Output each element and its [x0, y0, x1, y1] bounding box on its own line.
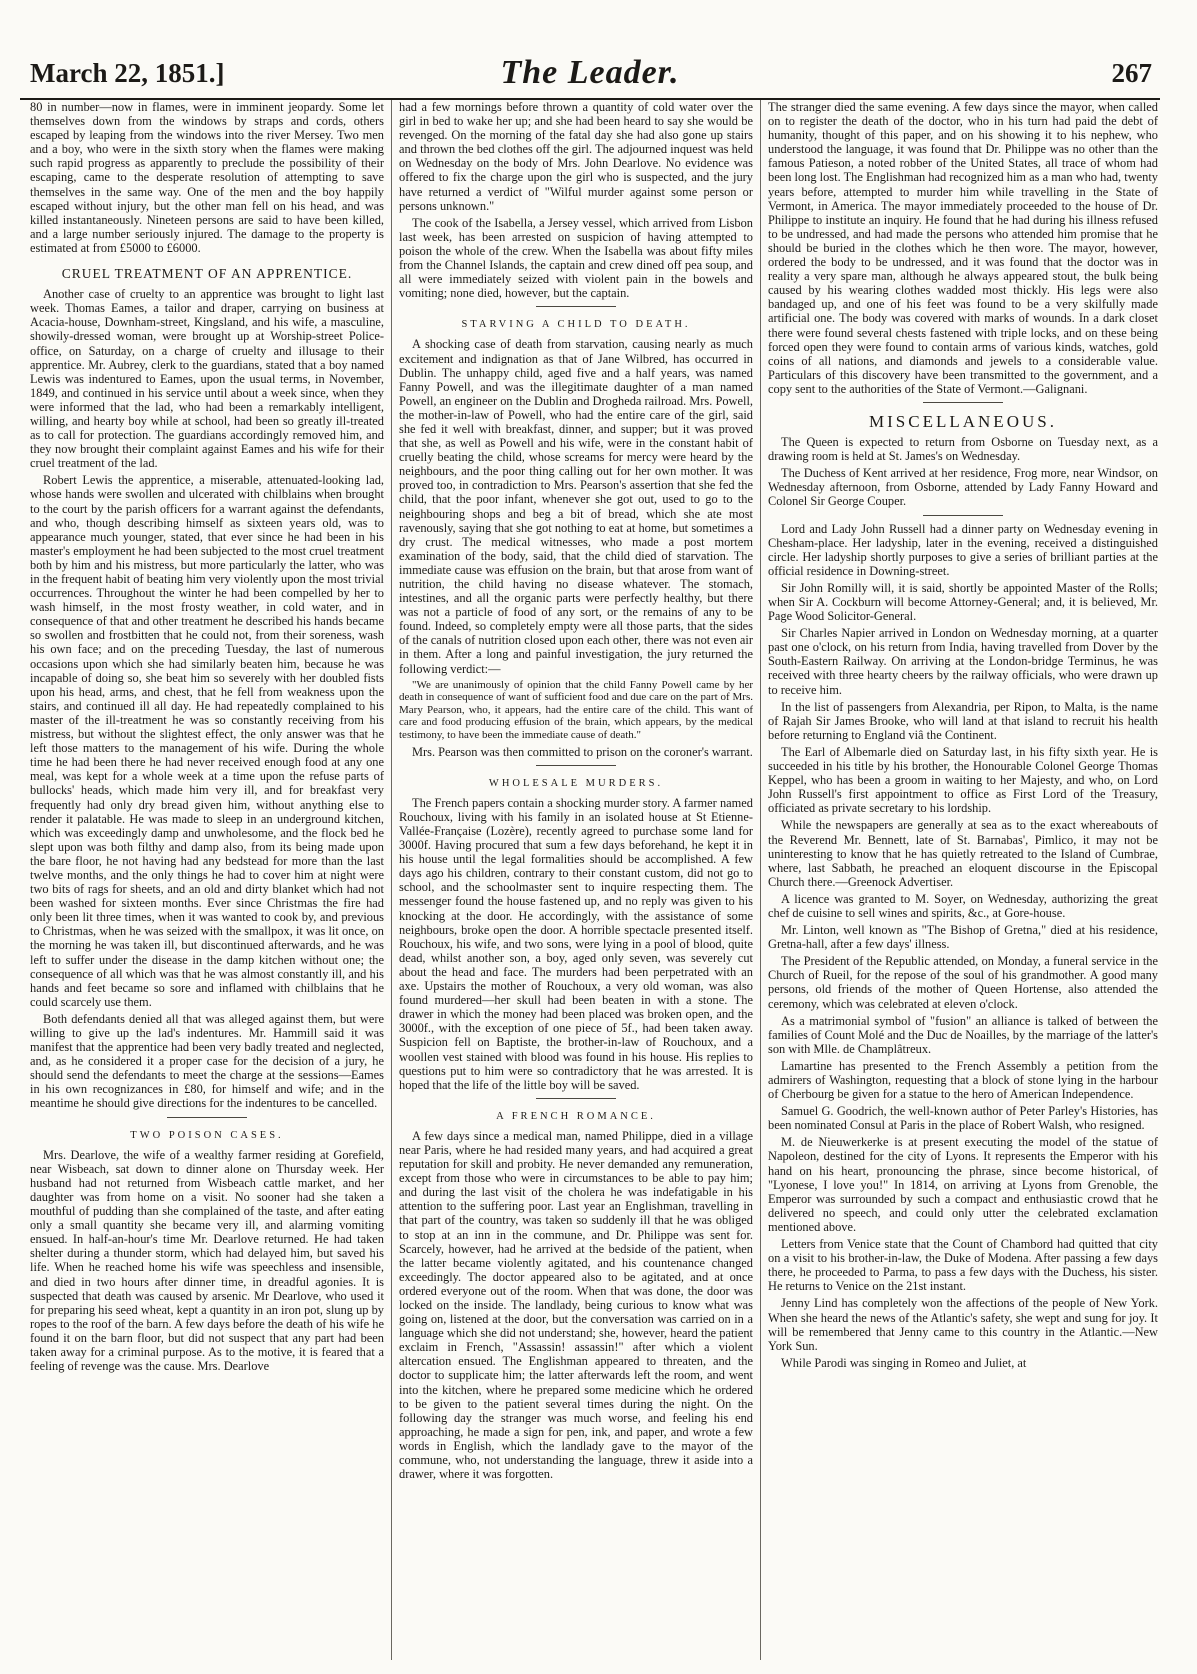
page-number: 267	[1111, 58, 1152, 88]
misc-item: While Parodi was singing in Romeo and Juliet, at	[781, 1355, 1027, 1370]
section-divider	[536, 306, 616, 307]
section-heading: TWO POISON CASES.	[130, 1129, 284, 1141]
article-paragraph: A shocking case of death from starvation, causing nearly as much excitement and indignation as that of Jane Wilbred, has occurred in Dublin. The unhappy child, aged five and a half years, was named Fanny Powell, and was the illegitimate daughter of a man named Powell, an engineer on the Dublin and Drogheda railroad. Mrs. Powell, the mother-in-law of Powell, who had the entire care of the girl, said she fed it well with breakfast, dinner, and supper; but it was proved that she, as well as Powell and his wife, were in the constant habit of cruelly beating the child, whose screams for mercy were heard by the neighbours, and the poor thing calling out for her own mother. It was proved too, in contradiction to Mrs. Pearson's assertion that she fed the child, that the poor infant, whenever she got out, used to go to the neighbouring shops and beg a bit of bread, which she ate most ravenously, saying that she got nothing to eat at home, but sometimes a dry crust. The medical witnesses, who made a post mortem examination of the body, said, that the child died of starvation. The immediate cause was effusion on the brain, but that arose from want of nutrition, the child having no disease whatever. The stomach, intestines, and all the organic parts were perfectly healthy, but there was not a particle of food of any sort, or the remains of any to be found. Indeed, so completely empty were all those parts, that the sides of the canals of nutrition closed upon each other, there was not even air in them. After a long and painful investigation, the jury returned the following verdict:—	[399, 337, 753, 676]
article-paragraph: The stranger died the same evening. A few days since the mayor, when called on to register the death of the doctor, who in his turn had paid the debt of humanity, thought of this paper, and on his showing it to his nephew, who understood the language, it was found that Dr. Philippe was no other than the famous Patieson, a noted robber of the United States, all trace of whom had been long lost. The Englishman had recognized him as a man who had, twenty years before, attempted to murder him while travelling in the State of Vermont, in America. The mayor immediately proceeded to the house of Dr. Philippe to institute an inquiry. He found that he had during his illness refused to be undressed, and had made the persons who attended him promise that he should be buried in the clothes which he then wore. The mayor, however, ordered the body to be undressed, and it was found that the doctor was in reality a very spare man, although he always appeared stout, the bulk being caused by his wearing clothes wadded most thickly. His legs were also bandaged up, and one of his feet was found to be a very skilfully made artificial one. The body was covered with marks of wounds. In a dark closet there were found several chests fastened with triple locks, and on these being forced open they were found to contain arms of various kinds, watches, gold coins of all nations, and diamonds and jewels to a considerable value. Particulars of this discovery have been transmitted to the government, and a copy sent to the authorities of the State of Vermont.—Galignani.	[768, 100, 1158, 396]
misc-item: The President of the Republic attended, on Monday, a funeral service in the Church of Rueil, for the repose of the soul of his grandmother. A good many persons, old friends of the mother of Queen Hortense, also attended the ceremony, which was celebrated at eleven o'clock.	[768, 954, 1158, 1011]
article-paragraph: Mrs. Dearlove, the wife of a wealthy farmer residing at Gorefield, near Wisbeach, sat down to dinner alone on Thursday week. Her husband had not returned from Wisbeach cattle market, and her daughter was from home on a visit. No sooner had she taken a mouthful of pudding than she complained of the taste, and after eating only a small quantity she became very ill, and alarming vomiting ensued. In half-an-hour's time Mr. Dearlove returned. He had taken shelter during a thunder storm, which had delayed him, but saved his life. When he reached home his wife was speechless and insensible, and died in two hours after dinner time, in dreadful agonies. It is suspected that death was caused by arsenic. Mr Dearlove, who used it for preparing his seed wheat, kept a quantity in an iron pot, slung up by ropes to the roof of the barn. A few days before the death of his wife he found it on the barn floor, but did not suspect that any part had been taken away for a criminal purpose. As to the motive, it is feared that a feeling of revenge was the cause. Mrs. Dearlove	[30, 1147, 384, 1374]
section-divider	[536, 1098, 616, 1099]
misc-item: Mr. Linton, well known as "The Bishop of Gretna," died at his residence, Gretna-hall, after a few days' illness.	[768, 923, 1158, 952]
misc-item: While the newspapers are generally at sea as to the exact whereabouts of the Reverend Mr. Bennett, late of St. Barnabas', Pimlico, it may not be uninteresting to know that he has quietly retreated to the Island of Cumbrae, where, last Sabbath, he preached an eloquent discourse in the Episcopal Church there.—Greenock Advertiser.	[768, 818, 1158, 889]
article-paragraph: Both defendants denied all that was alleged against them, but were willing to give up the lad's indentures. Mr. Hammill said it was manifest that the apprentice had been very badly treated and neglected, and, as he considered it a proper case for the decision of a jury, he should send the defendants to meet the charge at the sessions—Eames in his own recognizances in £80, for himself and wife; and in the meantime he should give directions for the indentures to be cancelled.	[30, 1011, 384, 1111]
misc-item: The Duchess of Kent arrived at her residence, Frog more, near Windsor, on Wednesday afternoon, from Osborne, attended by Lady Fanny Howard and Colonel Sir George Couper.	[768, 466, 1158, 509]
issue-date: March 22, 1851.]	[30, 58, 225, 88]
verdict-quote: "We are unanimously of opinion that the child Fanny Powell came by her death in consequence of want of sufficient food and due care on the part of Mrs. Mary Pearson, who, it appears, had the entire care of the child. This want of care and food producing effusion of the brain, which appears, by the medical testimony, to have been the immediate cause of death."	[399, 678, 753, 742]
misc-item: Jenny Lind has completely won the affections of the people of New York. When she heard the news of the Atlantic's safety, she wept and sung for joy. It will be remembered that Jenny came to this country in the Atlantic.—New York Sun.	[768, 1296, 1158, 1353]
article-paragraph: 80 in number—now in flames, were in imminent jeopardy. Some let themselves down from the windows by straps and cords, others escaped by leaping from the windows into the river Mersey. Two men and a boy, who were in the sixth story when the flames were making such rapid progress as apparently to preclude the possibility of their escaping, came to the desperate resolution of attempting to save themselves in the same way. One of the men and the boy happily escaped without injury, but the other man fell on his head, and was killed instantaneously. Nineteen persons are said to have been killed, and a large number seriously injured. The damage to the property is estimated at from £5000 to £6000.	[30, 100, 384, 255]
article-paragraph: had a few mornings before thrown a quantity of cold water over the girl in bed to wake her up; and she had been heard to say she would be revenged. On the morning of the fatal day she had also gone up stairs and thrown the bed clothes off the girl. The adjourned inquest was held on Wednesday on the body of Mrs. John Dearlove. No evidence was offered to fix the charge upon the girl who is suspected, and the jury have returned a verdict of "Wilful murder against some person or persons unknown."	[399, 100, 753, 213]
section-divider	[536, 765, 616, 766]
misc-item: Lamartine has presented to the French Assembly a petition from the admirers of Washington, requesting that a block of stone lying in the harbour of Cherbourg be given for a statue to the hero of American Independence.	[768, 1058, 1158, 1102]
misc-item: Sir Charles Napier arrived in London on Wednesday morning, at a quarter past one o'clock, on his return from India, having travelled from Dover by the South-Eastern Railway. On arriving at the London-bridge Terminus, he was received with three hearty cheers by the railway officials, who were drawn up to receive him.	[768, 626, 1158, 697]
misc-item: The Earl of Albemarle died on Saturday last, in his fifty sixth year. He is succeeded in his title by his brother, the Honourable Colonel George Thomas Keppel, who has been a groom in waiting to her Majesty, and who, on Lord John Russell's first appointment to office as First Lord of the Treasury, officiated as private secretary to his lordship.	[768, 744, 1158, 816]
misc-item: Sir John Romilly will, it is said, shortly be appointed Master of the Rolls; when Sir A. Cockburn will become Attorney-General; and, it is believed, Mr. Page Wood Solicitor-General.	[768, 580, 1158, 624]
misc-item: As a matrimonial symbol of "fusion" an alliance is talked of between the families of Count Molé and the Duc de Noailles, by the marriage of the latter's son with Mlle. de Champlâtreux.	[768, 1013, 1158, 1056]
column-rule	[391, 100, 392, 1660]
newspaper-title: The Leader.	[500, 54, 680, 91]
misc-item: Samuel G. Goodrich, the well-known author of Peter Parley's Histories, has been nominated Consul at Paris in the place of Robert Walsh, who resigned.	[768, 1104, 1158, 1133]
section-divider	[923, 515, 1003, 516]
misc-item: Letters from Venice state that the Count of Chambord had quitted that city on a visit to his brother-in-law, the Duke of Modena. After passing a few days there, he proceeded to Parma, to pass a few days with the Duchess, his sister. He returns to Venice on the 21st instant.	[768, 1237, 1158, 1294]
column-rule	[760, 100, 761, 1660]
article-paragraph: A few days since a medical man, named Philippe, died in a village near Paris, where he had resided many years, and had acquired a great reputation for skill and probity. He never demanded any remuneration, except from those who were in circumstances to be able to pay him; and during the last visit of the cholera he was indefatigable in his attention to the suffering poor. Last year an Englishman, travelling in that part of the country, was taken so suddenly ill that he was obliged to stop at an inn in the commune, and Dr. Philippe was sent for. Scarcely, however, had he arrived at the bedside of the patient, when the latter became violently agitated, and his countenance changed exceedingly. The doctor appeared also to be agitated, and at once ordered everyone out of the room. When that was done, the door was locked on the inside. The landlady, being curious to know what was going on, listened at the door, but the conversation was carried on in a language which she did not understand; she, however, heard the patient exclaim in French, "Assassin! assassin!" after which a violent altercation ensued. The Englishman appeared to threaten, and the doctor to supplicate him; the latter afterwards left the room, and went into the kitchen, where he prepared some medicine which he ordered to be given to the patient several times during the night. On the following day the stranger was much worse, and feeling his end approaching, he made a sign for pen, ink, and paper, and wrote a few words in English, which the landlady gave to the mayor of the commune, who, not understanding the language, threw it aside into a drawer, where it was forgotten.	[399, 1128, 753, 1482]
misc-item: A licence was granted to M. Soyer, on Wednesday, authorizing the great chef de cuisine to sell wines and spirits, &c., at Gore-house.	[768, 891, 1158, 920]
misc-item: M. de Nieuwerkerke is at present executing the model of the statue of Napoleon, destined for the city of Lyons. It represents the Emperor with his hand on his heart, pronouncing the phrase, since become historical, of "Lyonese, I love you!" In 1814, on arriving at Lyons from Grenoble, the Emperor was surrounded by such a compact and enthusiastic crowd that he delivered no speech, and could only utter the celebrated exclamation mentioned above.	[768, 1135, 1158, 1234]
misc-item: The Queen is expected to return from Osborne on Tuesday next, as a drawing room is held at St. James's on Wednesday.	[768, 435, 1158, 464]
article-paragraph: The cook of the Isabella, a Jersey vessel, which arrived from Lisbon last week, has been arrested on suspicion of having attempted to poison the whole of the crew. When the Isabella was about fifty miles from the Channel Islands, the captain and crew dined off pea soup, and all were immediately seized with violent pain in the bowels and vomiting; none died, however, but the captain.	[399, 215, 753, 301]
section-heading: WHOLESALE MURDERS.	[488, 777, 664, 789]
section-heading: STARVING A CHILD TO DEATH.	[461, 319, 691, 331]
column-3	[768, 100, 1158, 1664]
section-divider	[923, 402, 1003, 403]
article-paragraph: Mrs. Pearson was then committed to prison on the coroner's warrant.	[412, 744, 753, 759]
article-paragraph: Robert Lewis the apprentice, a miserable, attenuated-looking lad, whose hands were swollen and ulcerated with chilblains when brought to the court by the parish officers for a warrant against the defendants, and who, though describing himself as sixteen years old, was to appearance much younger, stated, that ever since he had been in his master's employment he had been subjected to the most cruel treatment both by him and his mistress, but more particularly the latter, who was in the frequent habit of beating him very violently upon the most trivial occurrences. Throughout the winter he had been compelled by her to wash himself, in the most frosty weather, in cold water, and in consequence of that and other treatment he described his hands became so swollen and frostbitten that he could not, from their soreness, wash his own face; and on the preceding Tuesday, the last of numerous occasions upon which she had similarly beaten him, because he was incapable of doing so, she beat him so severely with her doubled fists upon his head, arms, and chest, that he fell from weakness upon the stairs, and continued ill all day. He had repeatedly complained to his master of the ill-treatment he was so constantly receiving from his mistress, but without the slightest effect, the only answer was that he left those matters to the management of his wife. During the whole time he had been there he had never received enough food at any one meal, was kept for a whole week at a time upon the refuse parts of bullocks' heads, which made him very ill, and for breakfast very frequently had only dry bread given him, without anything else to render it palatable. He was made to sleep in an underground kitchen, which was exceedingly damp and unwholesome, and the flock bed he slept upon was both filthy and damp also, from its being made upon the bare floor, he not having had any bedstead for more than the last twelve months, and the only things he had to cover him at night were two bits of rags for sheets, and an old and dirty blanket which had not been washed for sixteen months. Ever since Christmas the fire had only been lit three times, when it was wanted to cook by, and previous to Christmas, when he was seized with the smallpox, it was lit once, on the morning he was taken ill, but discontinued afterwards, and he was left to suffer under the disease in the damp kitchen without one; the consequence of all which was that he was almost constantly ill, and his hands and feet became so sore and inflamed with chilblains that he could scarcely use them.	[30, 473, 384, 1009]
section-heading: CRUEL TREATMENT OF AN APPRENTICE.	[61, 266, 353, 282]
misc-item: In the list of passengers from Alexandria, per Ripon, to Malta, is the name of Rajah Sir James Brooke, who will land at that island to recruit his health before returning to England viâ the Continent.	[768, 699, 1158, 742]
column-1	[30, 100, 384, 1664]
article-paragraph: The French papers contain a shocking murder story. A farmer named Rouchoux, living with his family in an isolated house at St Etienne-Vallée-Française (Lozère), recently agreed to purchase some land for 3000f. Having procured that sum a few days beforehand, he kept it in his house until the legal formalities should be accomplished. A few days ago his children, contrary to their constant custom, did not go to school, and the schoolmaster sent to inquire respecting them. The messenger found the house fastened up, and no reply was given to his knocking at the door. He accordingly, with the assistance of some neighbours, broke open the door. A horrible spectacle presented itself. Rouchoux, his wife, and two sons, were lying in a pool of blood, quite dead, whilst another son, a boy, aged only seven, was severely cut about the head and face. The murders had been perpetrated with an axe. Upstairs the mother of Rouchoux, a very old woman, was also found murdered—her skull had been beaten in with a stone. The drawer in which the money had been placed was broken open, and the 3000f., with the exception of one piece of 5f., had been taken away. Suspicion fell on Baptiste, the brother-in-law of Rouchoux, and a woollen vest stained with blood was found in his house. His replies to questions put to him were so contradictory that he was arrested. It is hoped that the life of the little boy will be saved.	[399, 795, 753, 1092]
article-paragraph: Another case of cruelty to an apprentice was brought to light last week. Thomas Eames, a tailor and draper, carrying on business at Acacia-house, Downham-street, Kingsland, and his wife, a masculine, showily-dressed woman, were brought up at Worship-street Police-office, on Saturday, on a charge of cruelty and illusage to their apprentice. Mr. Aubrey, clerk to the guardians, stated that a boy named Lewis was indentured to Eames, upon the usual terms, in November, 1849, and continued in his service until about a week since, when they were informed that the lad, who had been a remarkably intelligent, willing, and hearty boy while at school, had been so greatly ill-treated as to call for protection. The guardians accordingly removed him, and they now brought their complaint against Eames and his wife for their cruel treatment of the lad.	[30, 287, 384, 471]
section-heading: MISCELLANEOUS.	[869, 411, 1057, 431]
misc-item: Lord and Lady John Russell had a dinner party on Wednesday evening in Chesham-place. Her ladyship, later in the evening, received a distinguished circle. Her ladyship shortly purposes to give a series of brilliant parties at the official residence in Downing-street.	[768, 521, 1158, 578]
masthead	[20, 52, 1160, 100]
section-divider	[167, 1117, 247, 1118]
section-heading: A FRENCH ROMANCE.	[496, 1110, 656, 1122]
column-2	[399, 100, 753, 1664]
